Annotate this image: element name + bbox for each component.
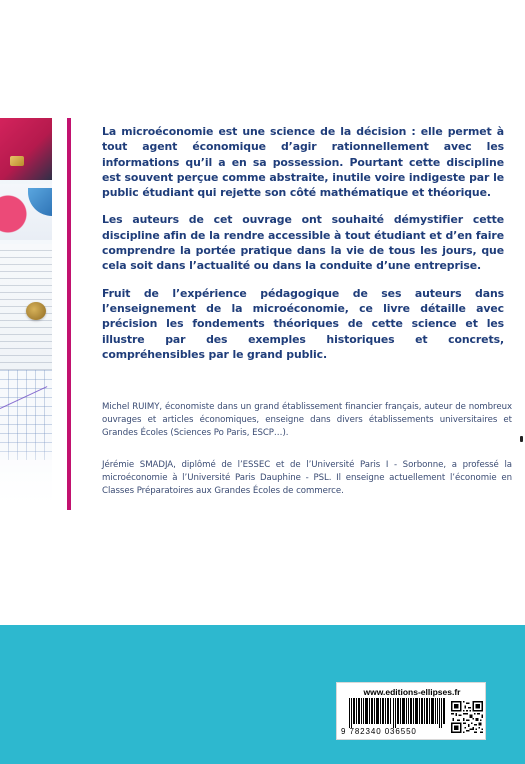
author-bios [102, 401, 512, 516]
spine-edge-mark [520, 436, 523, 442]
description-paragraph: Fruit de l’expérience pédagogique de ses auteurs dans l’enseignement de la microéconomie, ce livre détaille avec précision les fondements théoriques de cette science et les illustre par des exemples historiques et concrets, compréhensibles par le grand public. [102, 286, 504, 361]
accent-rule [67, 118, 71, 510]
photo-fade [0, 438, 52, 506]
barcode-icon [349, 698, 447, 728]
cover-photo-strip [0, 118, 52, 506]
description-paragraph: Les auteurs de cet ouvrage ont souhaité démystifier cette discipline afin de la rendre accessible à tout étudiant et d’en faire comprendre la portée pratique dans la vie de tous les jours, que cela soit dans l’actualité ou dans la conduite d’une entreprise. [102, 213, 504, 273]
publisher-website[interactable]: www.editions-ellipses.fr [363, 687, 461, 697]
author-bio-smadja: Jérémie SMADJA, diplômé de l’ESSEC et de l’Université Paris I - Sorbonne, a professé la microéconomie à l’Université Paris Dauphine - PSL. Il enseigne actuellement l’économie en Classes Préparatoires aux Grandes Écoles de commerce. [102, 459, 512, 497]
card-chip [10, 156, 24, 166]
author-bio-ruimy: Michel RUIMY, économiste dans un grand établissement financier français, auteur de nombreux ouvrages et articles économiques, enseigne dans divers établissements universitaires et Grandes Écoles (Sciences Po Paris, ESCP…). [102, 402, 512, 439]
description-block [102, 124, 504, 374]
barcode-panel [336, 682, 486, 740]
description-paragraph: La microéconomie est une science de la décision : elle permet à tout agent économique d’agir rationnellement avec les informations qu’il a en sa possession. Pourtant cette discipline est souvent perçue comme abstraite, inutile voire indigeste par le public étudiant qui rejette son côté mathématique et théorique. [102, 125, 504, 200]
card-number-decoration [6, 118, 28, 152]
coin-image [26, 302, 46, 320]
credit-card-image [0, 118, 52, 180]
qr-code-icon [451, 701, 483, 733]
isbn-digits: 9 782340 036550 [341, 727, 417, 736]
